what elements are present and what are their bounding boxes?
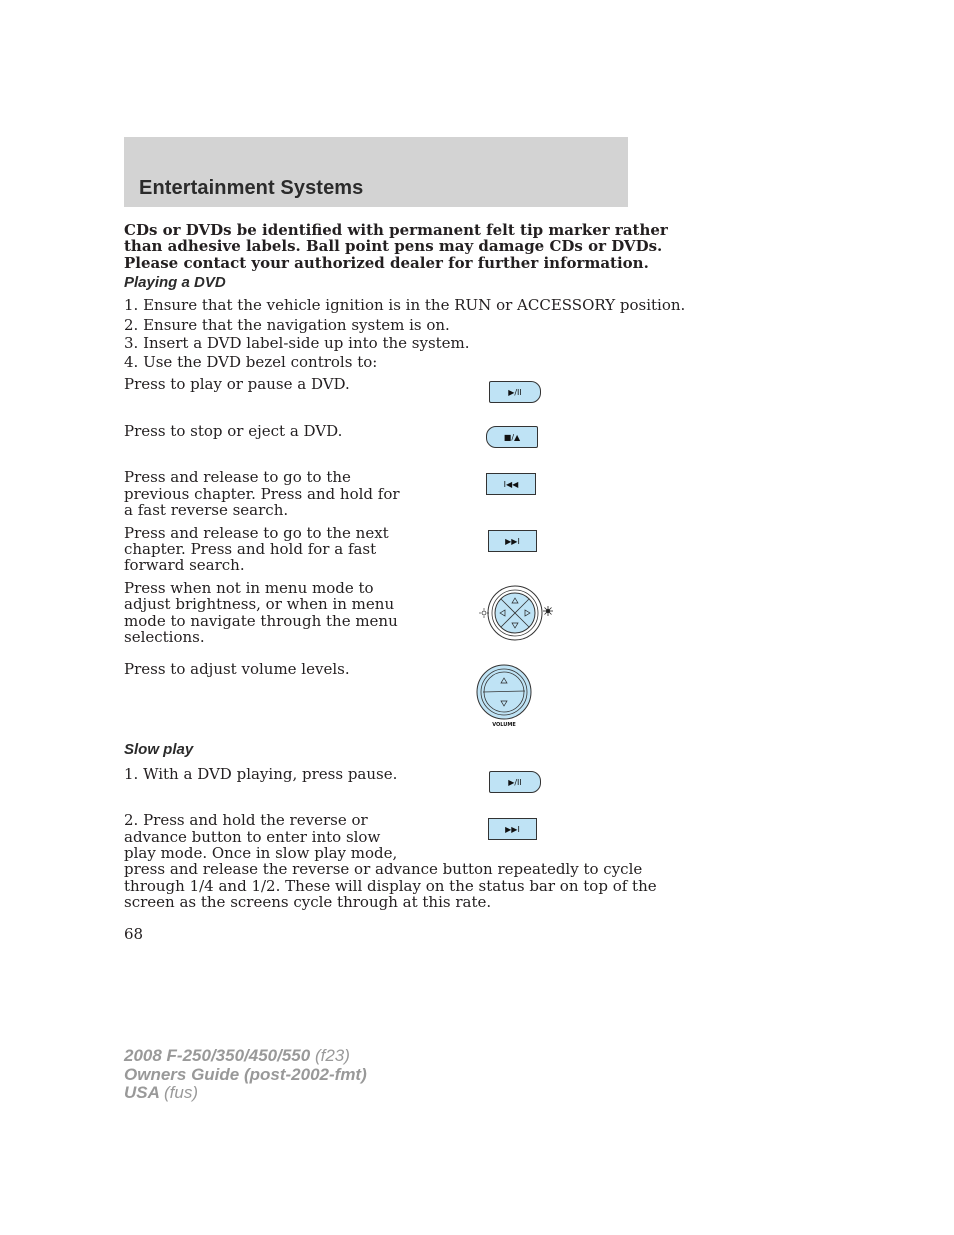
slow-play-step: advance button to enter into slow bbox=[124, 828, 381, 846]
brightness-description: adjust brightness, or when in menu bbox=[124, 595, 395, 613]
next-chapter-icon: ▶▶I bbox=[488, 530, 537, 552]
step-item: 4. Use the DVD bezel controls to: bbox=[124, 353, 378, 371]
next-description: forward search. bbox=[124, 556, 245, 574]
slow-play-heading: Slow play bbox=[124, 741, 194, 758]
footer-line: USA (fus) bbox=[124, 1083, 198, 1102]
page-number: 68 bbox=[124, 925, 144, 943]
intro-line: CDs or DVDs be identified with permanent felt tip marker rather bbox=[124, 221, 668, 239]
play-pause-description: Press to play or pause a DVD. bbox=[124, 375, 350, 393]
previous-description: a fast reverse search. bbox=[124, 501, 289, 519]
brightness-description: selections. bbox=[124, 628, 205, 646]
play-pause-icon: ▶/II bbox=[489, 381, 541, 403]
slow-play-step: 1. With a DVD playing, press pause. bbox=[124, 765, 398, 783]
intro-line: than adhesive labels. Ball point pens may damage CDs or DVDs. bbox=[124, 237, 663, 255]
play-pause-icon: ▶/II bbox=[489, 771, 541, 793]
footer-line: Owners Guide (post-2002-fmt) bbox=[124, 1064, 367, 1084]
footer-line: 2008 F-250/350/450/550 (f23) bbox=[124, 1046, 350, 1065]
slow-play-step: through 1/4 and 1/2. These will display on the status bar on top of the bbox=[124, 877, 657, 895]
step-item: 1. Ensure that the vehicle ignition is in the RUN or ACCESSORY position. bbox=[124, 296, 686, 314]
brightness-description: mode to navigate through the menu bbox=[124, 612, 398, 630]
stop-eject-icon: ■/▲ bbox=[486, 426, 538, 448]
document-footer bbox=[124, 1047, 367, 1103]
slow-play-step: 2. Press and hold the reverse or bbox=[124, 811, 368, 829]
slow-play-step: screen as the screens cycle through at this rate. bbox=[124, 893, 492, 911]
previous-description: Press and release to go to the bbox=[124, 468, 351, 486]
next-description: Press and release to go to the next bbox=[124, 524, 389, 542]
section-title: Entertainment Systems bbox=[139, 177, 364, 199]
section-header-band bbox=[124, 137, 628, 207]
step-item: 2. Ensure that the navigation system is on. bbox=[124, 316, 450, 334]
previous-description: previous chapter. Press and hold for bbox=[124, 485, 400, 503]
step-item: 3. Insert a DVD label-side up into the system. bbox=[124, 334, 470, 352]
slow-play-step: play mode. Once in slow play mode, bbox=[124, 844, 398, 862]
next-description: chapter. Press and hold for a fast bbox=[124, 540, 377, 558]
brightness-description: Press when not in menu mode to bbox=[124, 579, 374, 597]
volume-description: Press to adjust volume levels. bbox=[124, 660, 350, 678]
navigation-dial-icon bbox=[478, 583, 554, 643]
playing-dvd-heading: Playing a DVD bbox=[124, 274, 226, 291]
stop-eject-description: Press to stop or eject a DVD. bbox=[124, 422, 343, 440]
next-chapter-icon: ▶▶I bbox=[488, 818, 537, 840]
intro-line: Please contact your authorized dealer for further information. bbox=[124, 254, 649, 272]
previous-chapter-icon: I◀◀ bbox=[486, 473, 536, 495]
volume-knob-icon bbox=[474, 662, 534, 730]
slow-play-step: press and release the reverse or advance button repeatedly to cycle bbox=[124, 860, 643, 878]
volume-label: VOLUME bbox=[492, 722, 516, 728]
